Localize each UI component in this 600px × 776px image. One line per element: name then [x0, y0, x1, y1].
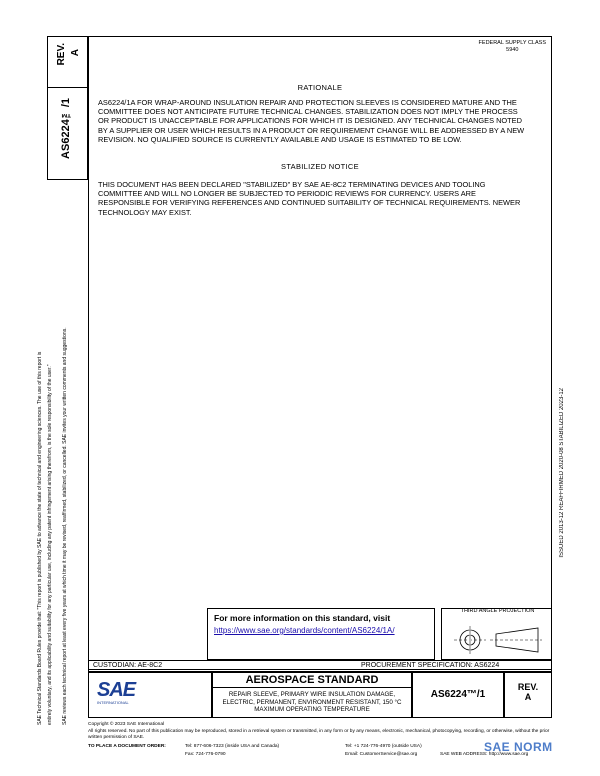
third-angle-projection-icon	[450, 619, 545, 657]
doc-number: AS6224™/1	[430, 689, 486, 700]
copyright: Copyright © 2023 SAE International	[88, 722, 165, 727]
rev-label: REV.	[56, 43, 67, 66]
watermark: SAE NORM	[484, 740, 553, 754]
stabilized-heading: STABILIZED NOTICE	[281, 162, 359, 171]
rationale-heading: RATIONALE	[297, 83, 343, 92]
projection-label: THIRD ANGLE PROJECTION	[460, 608, 535, 614]
standard-description: REPAIR SLEEVE, PRIMARY WIRE INSULATION DAMAGE, ELECTRIC, PERMANENT, ENVIRONMENT RESISTANT, 150 °C MAXIMUM OPERATING TEMPERATURE	[222, 691, 402, 713]
margin-note-2: entirely voluntary, and its applicability and suitability for any particular use, including any patent infringement arising therefrom, is the sole responsibility of the user."	[47, 364, 53, 725]
rights-notice: All rights reserved. No part of this publication may be reproduced, stored in a retrieval system or transmitted, in any form or by any means, electronic, mechanical, photocopying, recording, or otherwise, without the prior written permission of SAE.	[88, 729, 550, 740]
projection-box	[441, 608, 552, 660]
doc-number-cell	[412, 672, 504, 718]
procurement-spec: PROCUREMENT SPECIFICATION: AS6224	[361, 662, 500, 669]
custodian-row	[88, 660, 552, 672]
tel-intl: Tel: +1 724-776-4970 (outside USA)	[345, 744, 422, 749]
tel-us: Tel: 877-606-7323 (inside USA and Canada)	[185, 744, 280, 749]
rationale-body: AS6224/1A FOR WRAP-AROUND INSULATION REPAIR AND PROTECTION SLEEVES IS CONSIDERED MATURE AND THE COMMITTEE DOES NOT ANTICIPATE FUTURE TECHNICAL CHANGES. STABILIZATION DOES NOT IMPLY THE PROCESS OR PRODUCT IS UNACCEPTABLE FOR APPLICATIONS FOR WHICH IT IS DESIGNED. ANY TECHNICAL CHANGES NOTED BY A SUPPLIER OR USER WHICH RESULTS IN A PRODUCT OR REQUIREMENT CHANGE WILL BE ADDRESSED BY A NEW REVISION. NO QUALIFIED SOURCE IS CURRENTLY AVAILABLE AND USAGE IS ESTIMATED TO BE LOW.	[98, 98, 525, 144]
custodian: CUSTODIAN: AE-8C2	[93, 662, 163, 669]
sae-logo: SAE INTERNATIONAL	[97, 679, 136, 705]
doc-number-vertical: AS6224™/1	[60, 98, 72, 159]
fax: Fax: 724-776-0790	[185, 752, 226, 757]
standard-title: AEROSPACE STANDARD	[213, 673, 411, 688]
rev-cell	[504, 672, 552, 718]
title-cell	[212, 672, 412, 718]
stabilized-body: THIS DOCUMENT HAS BEEN DECLARED "STABILIZED" BY SAE AE-8C2 TERMINATING DEVICES AND TOOLING COMMITTEE AND WILL NO LONGER BE SUBJECTED TO PERIODIC REVIEWS FOR CURRENCY. USERS ARE RESPONSIBLE FOR VERIFYING REFERENCES AND CONTINUED SUITABILITY OF TECHNICAL REQUIREMENTS. NEWER TECHNOLOGY MAY EXIST.	[98, 180, 521, 217]
info-title: For more information on this standard, visit	[214, 613, 391, 623]
rev-label-bottom: REV.	[517, 682, 539, 692]
standard-link[interactable]: https://www.sae.org/standards/content/AS6224/1A/	[214, 626, 395, 635]
rev-value-bottom: A	[524, 692, 532, 702]
order-label: TO PLACE A DOCUMENT ORDER:	[88, 744, 166, 749]
issue-dates: ISSUED 2013-12 REAFFIRMED 2020-08 STABILIZED 2023-12	[559, 388, 565, 558]
info-box	[207, 608, 435, 660]
doc-number-box	[47, 88, 88, 180]
margin-note-1: SAE Technical Standards Board Rules provide that: "This report is published by SAE to advance the state of technical and engineering sciences. The use of this report is	[37, 351, 43, 725]
rev-box	[47, 36, 88, 88]
web-address[interactable]: SAE WEB ADDRESS: http://www.sae.org	[440, 752, 529, 757]
rev-value: A	[70, 49, 81, 57]
logo-cell	[88, 672, 212, 718]
margin-note-3: SAE reviews each technical report at least every five years at which time it may be revised, reaffirmed, stabilized, or cancelled. SAE invites your written comments and suggestions.	[62, 327, 68, 725]
federal-supply-class: FEDERAL SUPPLY CLASS 5940	[478, 40, 546, 53]
email: Email: CustomerService@sae.org	[345, 752, 418, 757]
